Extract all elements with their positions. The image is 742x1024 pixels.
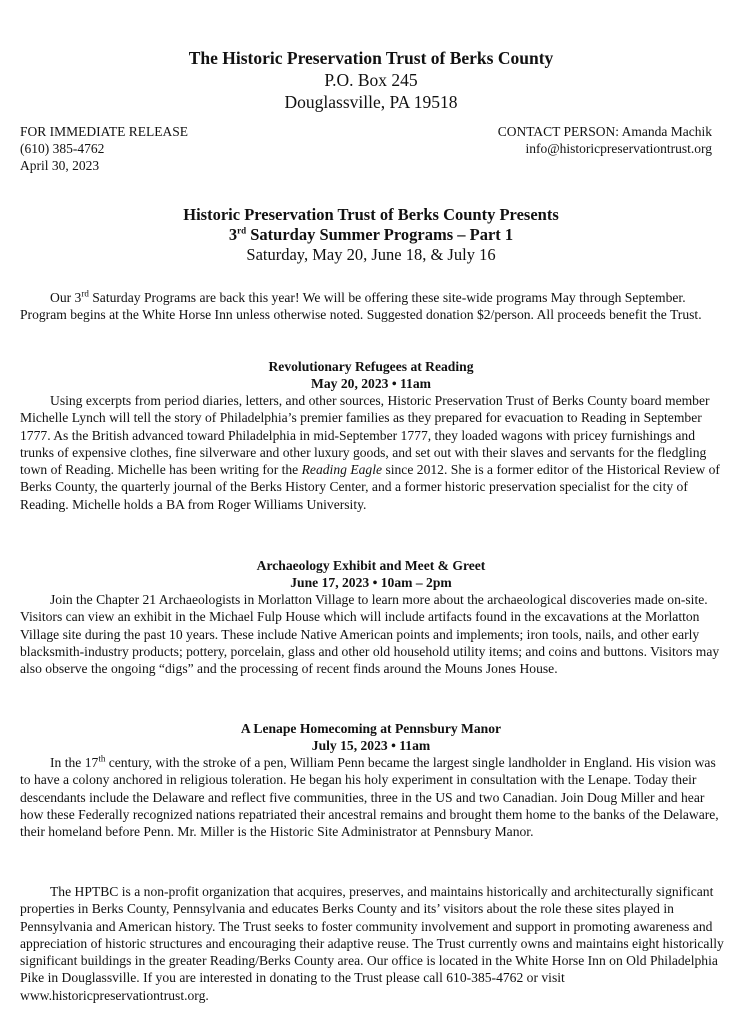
organization-name: The Historic Preservation Trust of Berks County <box>188 48 554 68</box>
release-info <box>20 123 188 174</box>
section-1-body: Using excerpts from period diaries, letters, and other sources, Historic Preservation Trust of Berks County board member Michelle Lynch will tell the story of Philadelphia’s premier families as they prepared for evacuation to Reading in September 1777. As the British advanced toward Philadelphia in mid-September 1777, they loaded wagons with pricey furnishings and trunks of expensive clothes, fine silverware and other luxury goods, and set out with their slaves and servants for the fledgling town of Reading. Michelle has been writing for the Reading Eagle since 2012. She is a former editor of the Historical Review of Berks County, the quarterly journal of the Berks History Center, and a former historic preservation specialist for the city of Reading. Michelle holds a BA from Roger Williams University. <box>20 393 720 512</box>
section-3-date: July 15, 2023 • 11am <box>311 738 431 753</box>
release-subtitle: 3rd Saturday Summer Programs – Part 1 <box>228 225 514 244</box>
intro-paragraph: Our 3rd Saturday Programs are back this year! We will be offering these site-wide programs May through September. Program begins at the White Horse Inn unless otherwise noted. Suggested donation $2/person. All proceeds benefit the Trust. <box>20 288 702 323</box>
contact-info <box>498 123 712 157</box>
city-address: Douglassville, PA 19518 <box>284 92 458 112</box>
contact-email: info@historicpreservationtrust.org <box>525 141 712 156</box>
contact-person: CONTACT PERSON: Amanda Machik <box>497 124 712 139</box>
release-date: April 30, 2023 <box>20 158 100 173</box>
section-2-date: June 17, 2023 • 10am – 2pm <box>290 575 452 590</box>
section-3-heading: A Lenape Homecoming at Pennsbury Manor <box>240 721 502 736</box>
release-dates: Saturday, May 20, June 18, & July 16 <box>246 245 496 264</box>
release-title: Historic Preservation Trust of Berks County Presents <box>183 205 559 224</box>
release-label: FOR IMMEDIATE RELEASE <box>20 124 188 139</box>
closing-paragraph: The HPTBC is a non-profit organization that acquires, preserves, and maintains historically and architecturally significant properties in Berks County, Pennsylvania and educates Berks County and its’ visitors about the role these sites played in Pennsylvania and American history. The Trust seeks to foster community involvement and support in promoting awareness and appreciation of historic structures and encouraging their adaptive reuse. The Trust currently owns and maintains eight historically significant buildings in the greater Reading/Berks County area. Our office is located in the White Horse Inn on Old Philadelphia Pike in Douglassville. If you are interested in donating to the Trust please call 610-385-4762 or visit www.historicpreservationtrust.org. <box>20 884 724 1003</box>
section-3-body: In the 17th century, with the stroke of a pen, William Penn became the largest single landholder in England. His vision was to have a colony anchored in religious toleration. He began his holy experiment in consultation with the Lenape. Today their descendants include the Delaware and reflect five communities, three in the US and two Canadian. Join Doug Miller and hear how these Federally recognized nations repatriated their ancestral remains and brought them home to the banks of the Delaware, their homeland before Penn. Mr. Miller is the Historic Site Administrator at Pennsbury Manor. <box>20 753 719 840</box>
release-phone: (610) 385-4762 <box>20 141 105 156</box>
section-2-body: Join the Chapter 21 Archaeologists in Morlatton Village to learn more about the archaeological discoveries made on-site. Visitors can view an exhibit in the Michael Fulp House which will include artifacts found in the excavations at the Morlatton Village site during the past 10 years. These include Native American points and implements; iron tools, nails, and other early blacksmith-industry products; pottery, porcelain, glass and other old household utility items; and coins and buttons. Visitors may also observe the ongoing “digs” and the processing of recent finds around the Mouns Jones House. <box>20 592 720 677</box>
section-1-heading: Revolutionary Refugees at Reading <box>268 359 474 374</box>
po-box: P.O. Box 245 <box>324 70 418 90</box>
section-2-heading: Archaeology Exhibit and Meet & Greet <box>256 558 486 573</box>
section-1-date: May 20, 2023 • 11am <box>311 376 431 391</box>
